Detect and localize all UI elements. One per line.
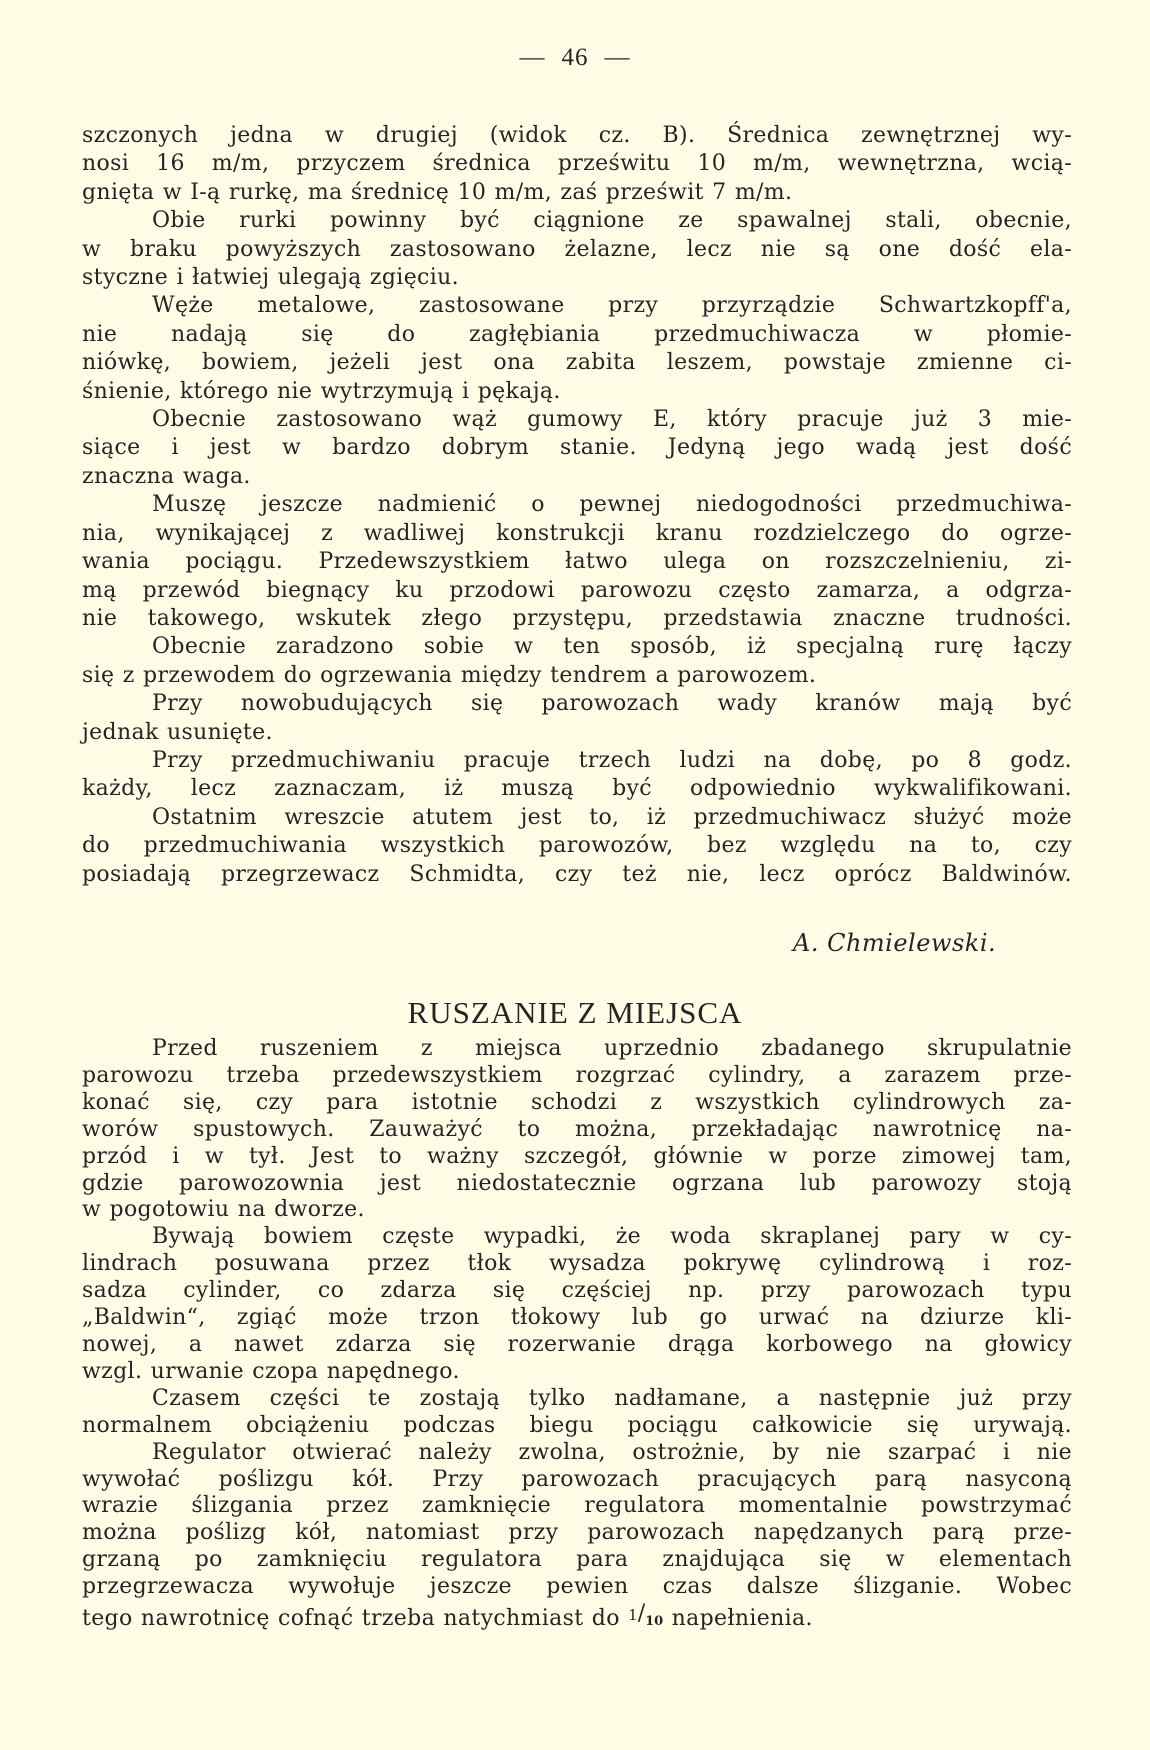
fraction-denominator: 10 [645,1614,664,1630]
text-line: mą przewód biegnący ku przodowi parowozu często zamarza, a odgrza- [82,577,1072,603]
text-line: Węże metalowe, zastosowane przy przyrządzie Schwartzkopff'a, [152,293,1072,319]
text-line: grzaną po zamknięciu regulatora para znajdująca się w elementach [82,1547,1072,1573]
paragraph [82,633,1072,690]
article-ruszanie-z-miejsca [82,1036,1072,1636]
text-line: śnienie, którego nie wytrzymują i pękają. [82,378,561,404]
text-line: Bywają bowiem częste wypadki, że woda skraplanej pary w cy- [152,1224,1072,1250]
article-continuation [82,122,1072,889]
page-number [0,44,1150,72]
text-line: się z przewodem do ogrzewania między tendrem a parowozem. [82,662,817,688]
text-line: wania pociągu. Przedewszystkiem łatwo ulega on rozszczelnieniu, zi- [82,549,1072,575]
text-line: wywołać poślizgu kół. Przy parowozach pracujących parą nasyconą [82,1466,1072,1492]
text-line: Przy przedmuchiwaniu pracuje trzech ludzi na dobę, po 8 godz. [152,747,1072,773]
paragraph [82,207,1072,292]
text-line: wrazie ślizgania przez zamknięcie regulatora momentalnie powstrzymać [82,1493,1072,1519]
text-line: Ostatnim wreszcie atutem jest to, iż przedmuchiwacz służyć może [152,804,1072,830]
text-line: nia, wynikającej z wadliwej konstrukcji kranu rozdzielczego do ogrze- [82,520,1072,546]
text-fragment: napełnienia. [663,1606,813,1632]
text-line: do przedmuchiwania wszystkich parowozów, bez względu na to, czy [82,833,1072,859]
page-number-value: 46 [561,44,589,71]
fraction-slash: / [637,1601,646,1627]
paragraph [82,1440,1072,1636]
text-line: w braku powyższych zastosowano żelazne, lecz nie są one dość ela- [82,236,1072,262]
text-line: styczne i łatwiej ulegają zgięciu. [82,265,459,291]
text-line: jednak usunięte. [82,719,273,745]
text-line: wzgl. urwanie czopa napędnego. [82,1358,460,1384]
text-line: każdy, lecz zaznaczam, iż muszą być odpowiednio wykwalifikowani. [82,776,1072,802]
text-line: w pogotowiu na dworze. [82,1197,365,1223]
page-number-dash-left: — [519,44,546,71]
text-line: siące i jest w bardzo dobrym stanie. Jedyną jego wadą jest dość [82,435,1072,461]
text-line: znaczna waga. [82,463,251,489]
text-line: nowej, a nawet zdarza się rozerwanie drąga korbowego na głowicy [82,1331,1072,1357]
text-line: Muszę jeszcze nadmienić o pewnej niedogodności przedmuchiwa- [152,492,1072,518]
author-signature: A. Chmielewski. [793,929,997,957]
text-line: nosi 16 m/m, przyczem średnica prześwitu 10 m/m, wewnętrzna, wcią- [82,151,1072,177]
text-line: gnięta w I-ą rurkę, ma średnicę 10 m/m, zaś prześwit 7 m/m. [82,179,793,205]
paragraph [82,804,1072,889]
text-line: Czasem części te zostają tylko nadłamane, a następnie już przy [152,1385,1072,1411]
text-line: posiadają przegrzewacz Schmidta, czy też nie, lecz oprócz Baldwinów. [82,861,1072,887]
text-fragment: tego nawrotnicę cofnąć trzeba natychmiast do [82,1606,629,1632]
text-line: Przy nowobudujących się parowozach wady kranów mają być [152,691,1072,717]
fraction-numerator: 1 [628,1606,638,1625]
paragraph [82,747,1072,804]
paragraph [82,491,1072,633]
paragraph [82,122,1072,207]
text-line: można poślizg kół, natomiast przy parowozach napędzanych parą prze- [82,1520,1072,1546]
text-line: gdzie parowozownia jest niedostatecznie ogrzana lub parowozy stoją [82,1170,1072,1196]
paragraph [82,1224,1072,1385]
paragraph [82,690,1072,747]
text-line: lindrach posuwana przez tłok wysadza pokrywę cylindrową i roz- [82,1251,1072,1277]
text-line: nie nadają się do zagłębiania przedmuchiwacza w płomie- [82,321,1072,347]
text-line: Obecnie zastosowano wąż gumowy E, który pracuje już 3 mie- [152,407,1072,433]
text-line-with-fraction [82,1601,1072,1636]
text-line: konać się, czy para istotnie schodzi z wszystkich cylindrowych za- [82,1089,1072,1115]
text-line: nie takowego, wskutek złego przystępu, przedstawia znaczne trudności. [82,605,1072,631]
text-line: Regulator otwierać należy zwolna, ostrożnie, by nie szarpać i nie [152,1439,1072,1465]
text-line: szczonych jedna w drugiej (widok cz. B). Średnica zewnętrznej wy- [82,123,1072,148]
text-line: Obie rurki powinny być ciągnione ze spawalnej stali, obecnie, [152,208,1072,234]
text-line: sadza cylinder, co zdarza się częściej np. przy parowozach typu [82,1278,1072,1304]
text-line: worów spustowych. Zauważyć to można, przekładając nawrotnicę na- [82,1116,1072,1142]
text-line: parowozu trzeba przedewszystkiem rozgrzać cylindry, a zarazem prze- [82,1062,1072,1088]
text-line: Obecnie zaradzono sobie w ten sposób, iż specjalną rurę łączy [152,634,1072,660]
fraction-one-tenth [628,1601,663,1636]
section-title: RUSZANIE Z MIEJSCA [407,995,743,1030]
paragraph [82,1036,1072,1224]
text-line: przegrzewacza wywołuje jeszcze pewien czas dalsze ślizganie. Wobec [82,1574,1072,1600]
paragraph [82,1386,1072,1440]
page-number-dash-right: — [604,44,631,71]
paragraph [82,406,1072,491]
paragraph [82,292,1072,406]
text-line: niówkę, bowiem, jeżeli jest ona zabita leszem, powstaje zmienne ci- [82,350,1072,376]
text-line: Przed ruszeniem z miejsca uprzednio zbadanego skrupulatnie [152,1036,1072,1061]
text-line: „Baldwin“, zgiąć może trzon tłokowy lub go urwać na dziurze kli- [82,1305,1072,1331]
text-line: normalnem obciążeniu podczas biegu pociągu całkowicie się urywają. [82,1412,1072,1438]
text-line: przód i w tył. Jest to ważny szczegół, głównie w porze zimowej tam, [82,1143,1072,1169]
